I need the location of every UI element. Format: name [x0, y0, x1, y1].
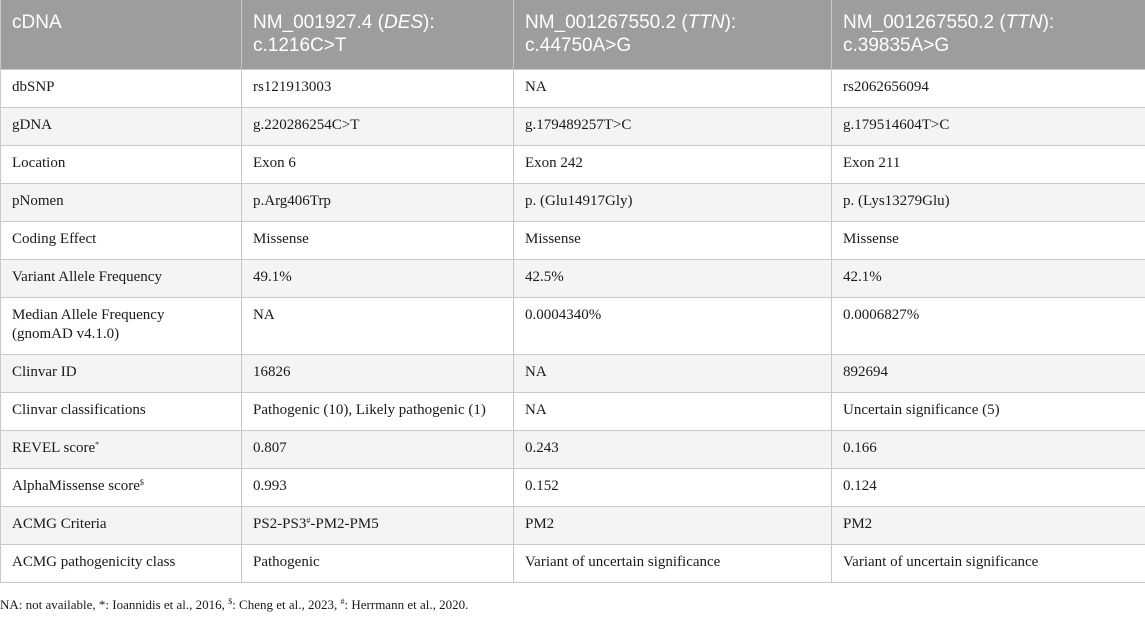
table-row [1, 355, 1145, 393]
cell-value: Variant of uncertain significance [514, 545, 832, 583]
row-label: ACMG pathogenicity class [1, 545, 242, 583]
header-cdna: cDNA [1, 0, 242, 70]
cell-value: 0.993 [242, 469, 514, 507]
cell-value: Missense [242, 222, 514, 260]
cell-value: 0.124 [832, 469, 1145, 507]
table-row [1, 393, 1145, 431]
cell-value: PM2 [514, 507, 832, 545]
table-row [1, 298, 1145, 355]
row-label: Clinvar classifications [1, 393, 242, 431]
cell-value: 0.807 [242, 431, 514, 469]
table-row [1, 70, 1145, 108]
cell-value: Exon 211 [832, 146, 1145, 184]
cell-value: p.Arg406Trp [242, 184, 514, 222]
table-row [1, 108, 1145, 146]
cell-value: Exon 6 [242, 146, 514, 184]
cell-value: 0.0004340% [514, 298, 832, 355]
row-label: pNomen [1, 184, 242, 222]
cell-value: rs2062656094 [832, 70, 1145, 108]
row-label: ACMG Criteria [1, 507, 242, 545]
cell-value: Pathogenic (10), Likely pathogenic (1) [242, 393, 514, 431]
cell-value: g.179514604T>C [832, 108, 1145, 146]
cell-value: NA [514, 393, 832, 431]
cell-value: 0.0006827% [832, 298, 1145, 355]
cell-value: 0.152 [514, 469, 832, 507]
cell-value: PS2-PS3#-PM2-PM5 [242, 507, 514, 545]
cell-value: 0.166 [832, 431, 1145, 469]
row-label: REVEL score* [1, 431, 242, 469]
cell-value: Variant of uncertain significance [832, 545, 1145, 583]
cell-value: p. (Glu14917Gly) [514, 184, 832, 222]
row-label: dbSNP [1, 70, 242, 108]
cell-value: rs121913003 [242, 70, 514, 108]
cell-value: NA [514, 355, 832, 393]
row-label: Coding Effect [1, 222, 242, 260]
table-row [1, 146, 1145, 184]
cell-value: NA [514, 70, 832, 108]
header-variant-ttn-2: NM_001267550.2 (TTN): c.39835A>G [832, 0, 1145, 70]
cell-value: p. (Lys13279Glu) [832, 184, 1145, 222]
cell-value: PM2 [832, 507, 1145, 545]
cell-value: Pathogenic [242, 545, 514, 583]
cell-value: g.220286254C>T [242, 108, 514, 146]
cell-value: Uncertain significance (5) [832, 393, 1145, 431]
cell-value: 42.5% [514, 260, 832, 298]
row-label: gDNA [1, 108, 242, 146]
row-label: Median Allele Frequency (gnomAD v4.1.0) [1, 298, 242, 355]
table-row [1, 222, 1145, 260]
row-label: Variant Allele Frequency [1, 260, 242, 298]
cell-value: NA [242, 298, 514, 355]
cell-value: 0.243 [514, 431, 832, 469]
cell-value: Missense [514, 222, 832, 260]
cell-value: 49.1% [242, 260, 514, 298]
table-footnote: NA: not available, *: Ioannidis et al., 2016, $: Cheng et al., 2023, #: Herrmann et al., 2020. [0, 597, 469, 612]
header-variant-des: NM_001927.4 (DES): c.1216C>T [242, 0, 514, 70]
table-row [1, 507, 1145, 545]
header-row [1, 0, 1145, 70]
row-label: AlphaMissense score$ [1, 469, 242, 507]
header-variant-ttn-1: NM_001267550.2 (TTN): c.44750A>G [514, 0, 832, 70]
table-row [1, 545, 1145, 583]
row-label: Clinvar ID [1, 355, 242, 393]
cell-value: g.179489257T>C [514, 108, 832, 146]
cell-value: Exon 242 [514, 146, 832, 184]
cell-value: 42.1% [832, 260, 1145, 298]
cell-value: Missense [832, 222, 1145, 260]
table-row [1, 260, 1145, 298]
table-row [1, 469, 1145, 507]
row-label: Location [1, 146, 242, 184]
table-row [1, 184, 1145, 222]
table-row [1, 431, 1145, 469]
cell-value: 16826 [242, 355, 514, 393]
cell-value: 892694 [832, 355, 1145, 393]
